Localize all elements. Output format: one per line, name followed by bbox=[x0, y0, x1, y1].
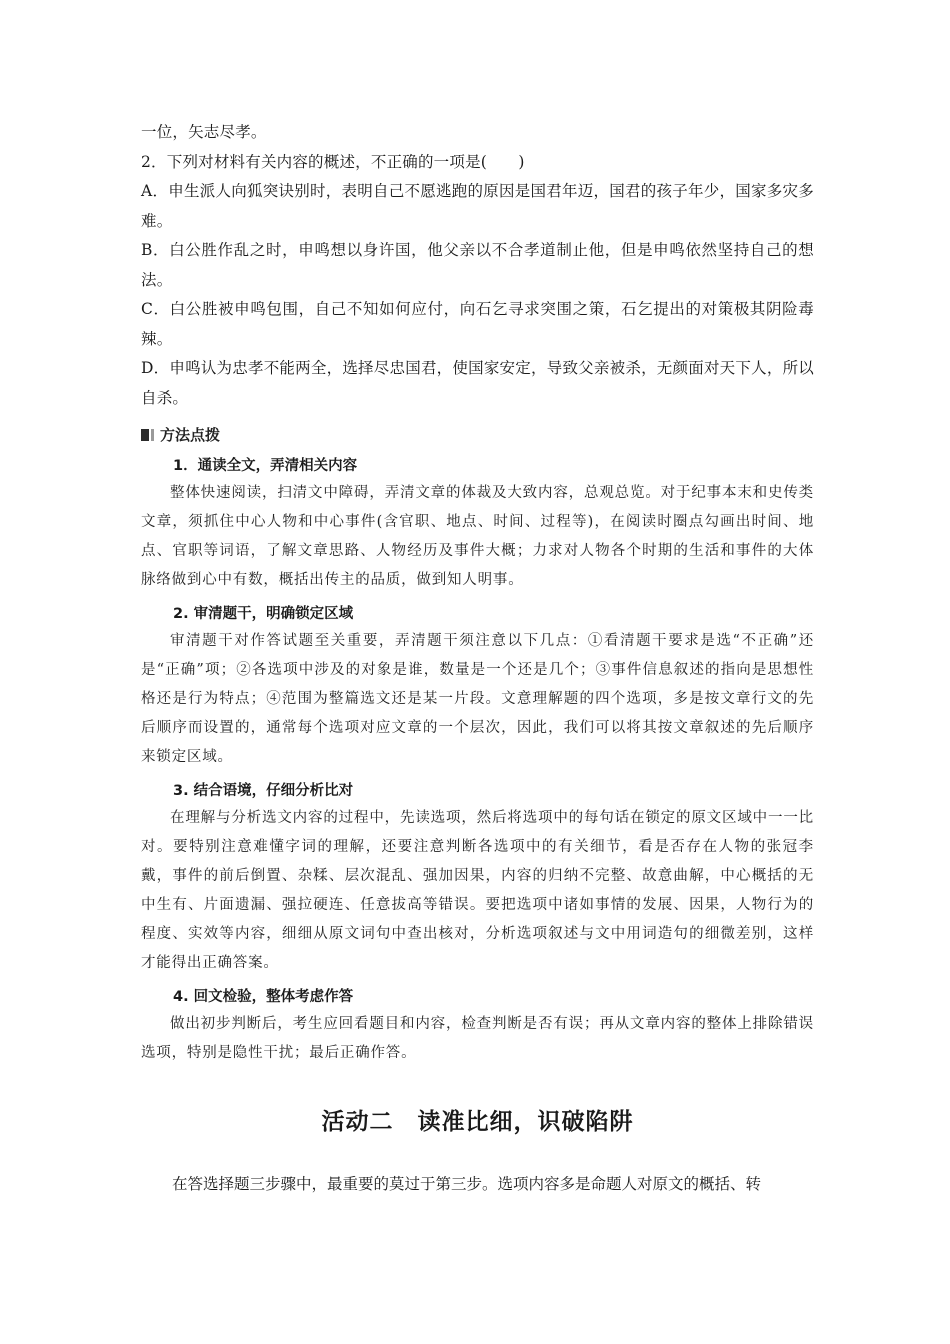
activity-title: 活动二 读准比细，识破陷阱 bbox=[321, 1108, 634, 1135]
section-body: 做出初步判断后，考生应回看题目和内容，检查判断是否有误；再从文章内容的整体上排除错误选项，特别是隐性干扰；最后正确作答。 bbox=[141, 1016, 814, 1061]
method-section-2 bbox=[141, 601, 814, 772]
activity-text: 在答选择题三步骤中，最重要的莫过于第三步。选项内容多是命题人对原文的概括、转 bbox=[172, 1175, 762, 1193]
section-title: 3. 结合语境，仔细分析比对 bbox=[173, 783, 354, 799]
method-heading-label: 方法点拨 bbox=[160, 426, 221, 444]
section-marker-icon bbox=[141, 429, 154, 441]
question-block bbox=[141, 148, 814, 414]
section-body: 在理解与分析选文内容的过程中，先读选项，然后将选项中的每句话在锁定的原文区域中一一比对。要特别注意难懂字词的理解，还要注意判断各选项中的有关细节，看是否存在人物的张冠李戴，事件的前后倒置、杂糅、层次混乱、强加因果，内容的归纳不完整、故意曲解，中心概括的无中生有、片面遗漏、强拉硬连、任意拔高等错误。要把选项中诸如事情的发展、因果，人物行为的程度、实效等内容，细细从原文词句中查出核对，分析选项叙述与文中用词造句的细微差别，这样才能得出正确答案。 bbox=[141, 810, 814, 971]
method-heading bbox=[141, 423, 814, 447]
option-c: C．白公胜被申鸣包围，自己不知如何应付，向石乞寻求突围之策，石乞提出的对策极其阴险毒辣。 bbox=[141, 300, 814, 348]
section-body: 审清题干对作答试题至关重要，弄清题干须注意以下几点：①看清题干要求是选“不正确”还是“正确”项；②各选项中涉及的对象是谁，数量是一个还是几个；③事件信息叙述的指向是思想性格还是行为特点；④范围为整篇选文还是某一片段。文意理解题的四个选项，多是按文章行文的先后顺序而设置的，通常每个选项对应文章的一个层次，因此，我们可以将其按文章叙述的先后顺序来锁定区域。 bbox=[141, 633, 814, 765]
question-stem: 2．下列对材料有关内容的概述，不正确的一项是( ) bbox=[141, 152, 525, 171]
section-body: 整体快速阅读，扫清文中障碍，弄清文章的体裁及大致内容，总观总览。对于纪事本末和史传类文章，须抓住中心人物和中心事件(含官职、地点、时间、过程等)，在阅读时圈点勾画出时间、地点、官职等词语，了解文章思路、人物经历及事件大概；力求对人物各个时期的生活和事件的大体脉络做到心中有数，概括出传主的品质，做到知人明事。 bbox=[141, 485, 814, 588]
intro-line: 一位，矢志尽孝。 bbox=[141, 123, 267, 141]
option-a: A．申生派人向狐突诀别时，表明自己不愿逃跑的原因是国君年迈，国君的孩子年少，国家多灾多难。 bbox=[141, 182, 814, 230]
method-section-3 bbox=[141, 778, 814, 978]
section-title: 1．通读全文，弄清相关内容 bbox=[173, 458, 358, 474]
option-d: D．申鸣认为忠孝不能两全，选择尽忠国君，使国家安定，导致父亲被杀，无颜面对天下人，所以自杀。 bbox=[141, 359, 814, 407]
section-title: 4. 回文检验，整体考虑作答 bbox=[173, 989, 354, 1005]
method-section-1 bbox=[141, 453, 814, 595]
option-b: B．白公胜作乱之时，申鸣想以身许国，他父亲以不合孝道制止他，但是申鸣依然坚持自己的想法。 bbox=[141, 241, 814, 289]
section-title: 2. 审清题干，明确锁定区域 bbox=[173, 606, 354, 622]
method-section-4 bbox=[141, 984, 814, 1068]
